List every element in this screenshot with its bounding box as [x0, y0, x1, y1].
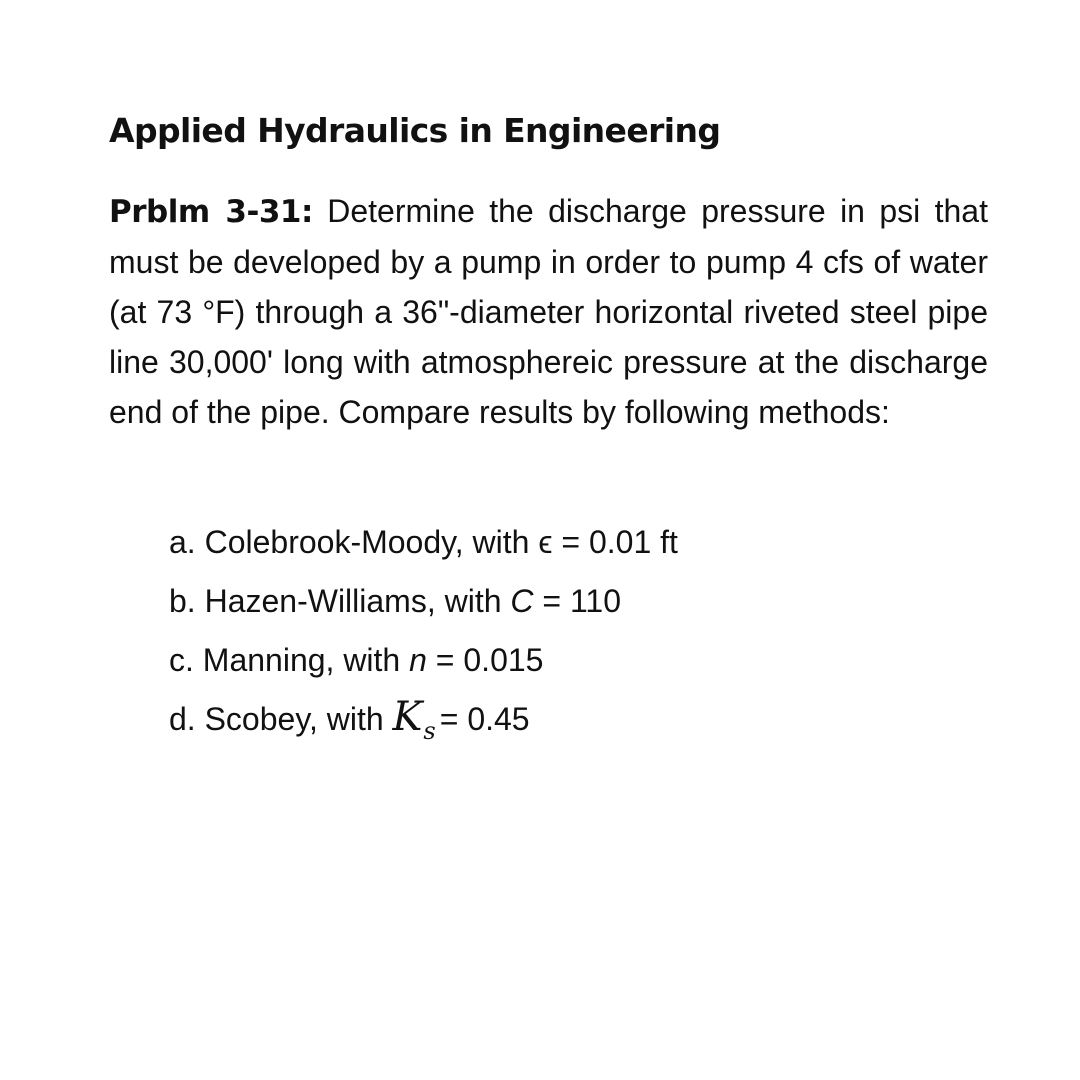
- method-variable-subscript: s: [423, 717, 436, 745]
- method-text: c. Manning, with: [169, 642, 410, 678]
- method-variable: C: [510, 583, 534, 619]
- method-variable: K: [392, 694, 423, 740]
- method-text: b. Hazen-Williams, with: [169, 583, 511, 619]
- method-value: = 0.01 ft: [552, 524, 678, 560]
- document-title: Applied Hydraulics in Engineering: [109, 111, 721, 150]
- method-item-d: [169, 690, 678, 749]
- method-text: d. Scobey, with: [169, 701, 393, 737]
- method-variable: ϵ: [538, 524, 553, 560]
- method-value: = 110: [533, 583, 621, 619]
- method-item-b: [169, 572, 678, 631]
- method-variable: n: [409, 642, 427, 678]
- method-text: a. Colebrook-Moody, with: [169, 524, 539, 560]
- problem-statement: [109, 186, 988, 437]
- method-item-c: [169, 631, 678, 690]
- problem-label: Prblm 3-31:: [109, 194, 313, 230]
- problem-text: Determine the discharge pressure in psi that must be developed by a pump in order to pump 4 cfs of water (at 73 °F) through a 36"-diameter horizontal riveted steel pipe line 30,000' long with atmosphereic pressure at the discharge end of the pipe. Compare results by following methods:: [109, 193, 988, 430]
- methods-list: [169, 513, 678, 749]
- method-item-a: [169, 513, 678, 572]
- method-value: = 0.45: [439, 701, 530, 737]
- method-value: = 0.015: [426, 642, 544, 678]
